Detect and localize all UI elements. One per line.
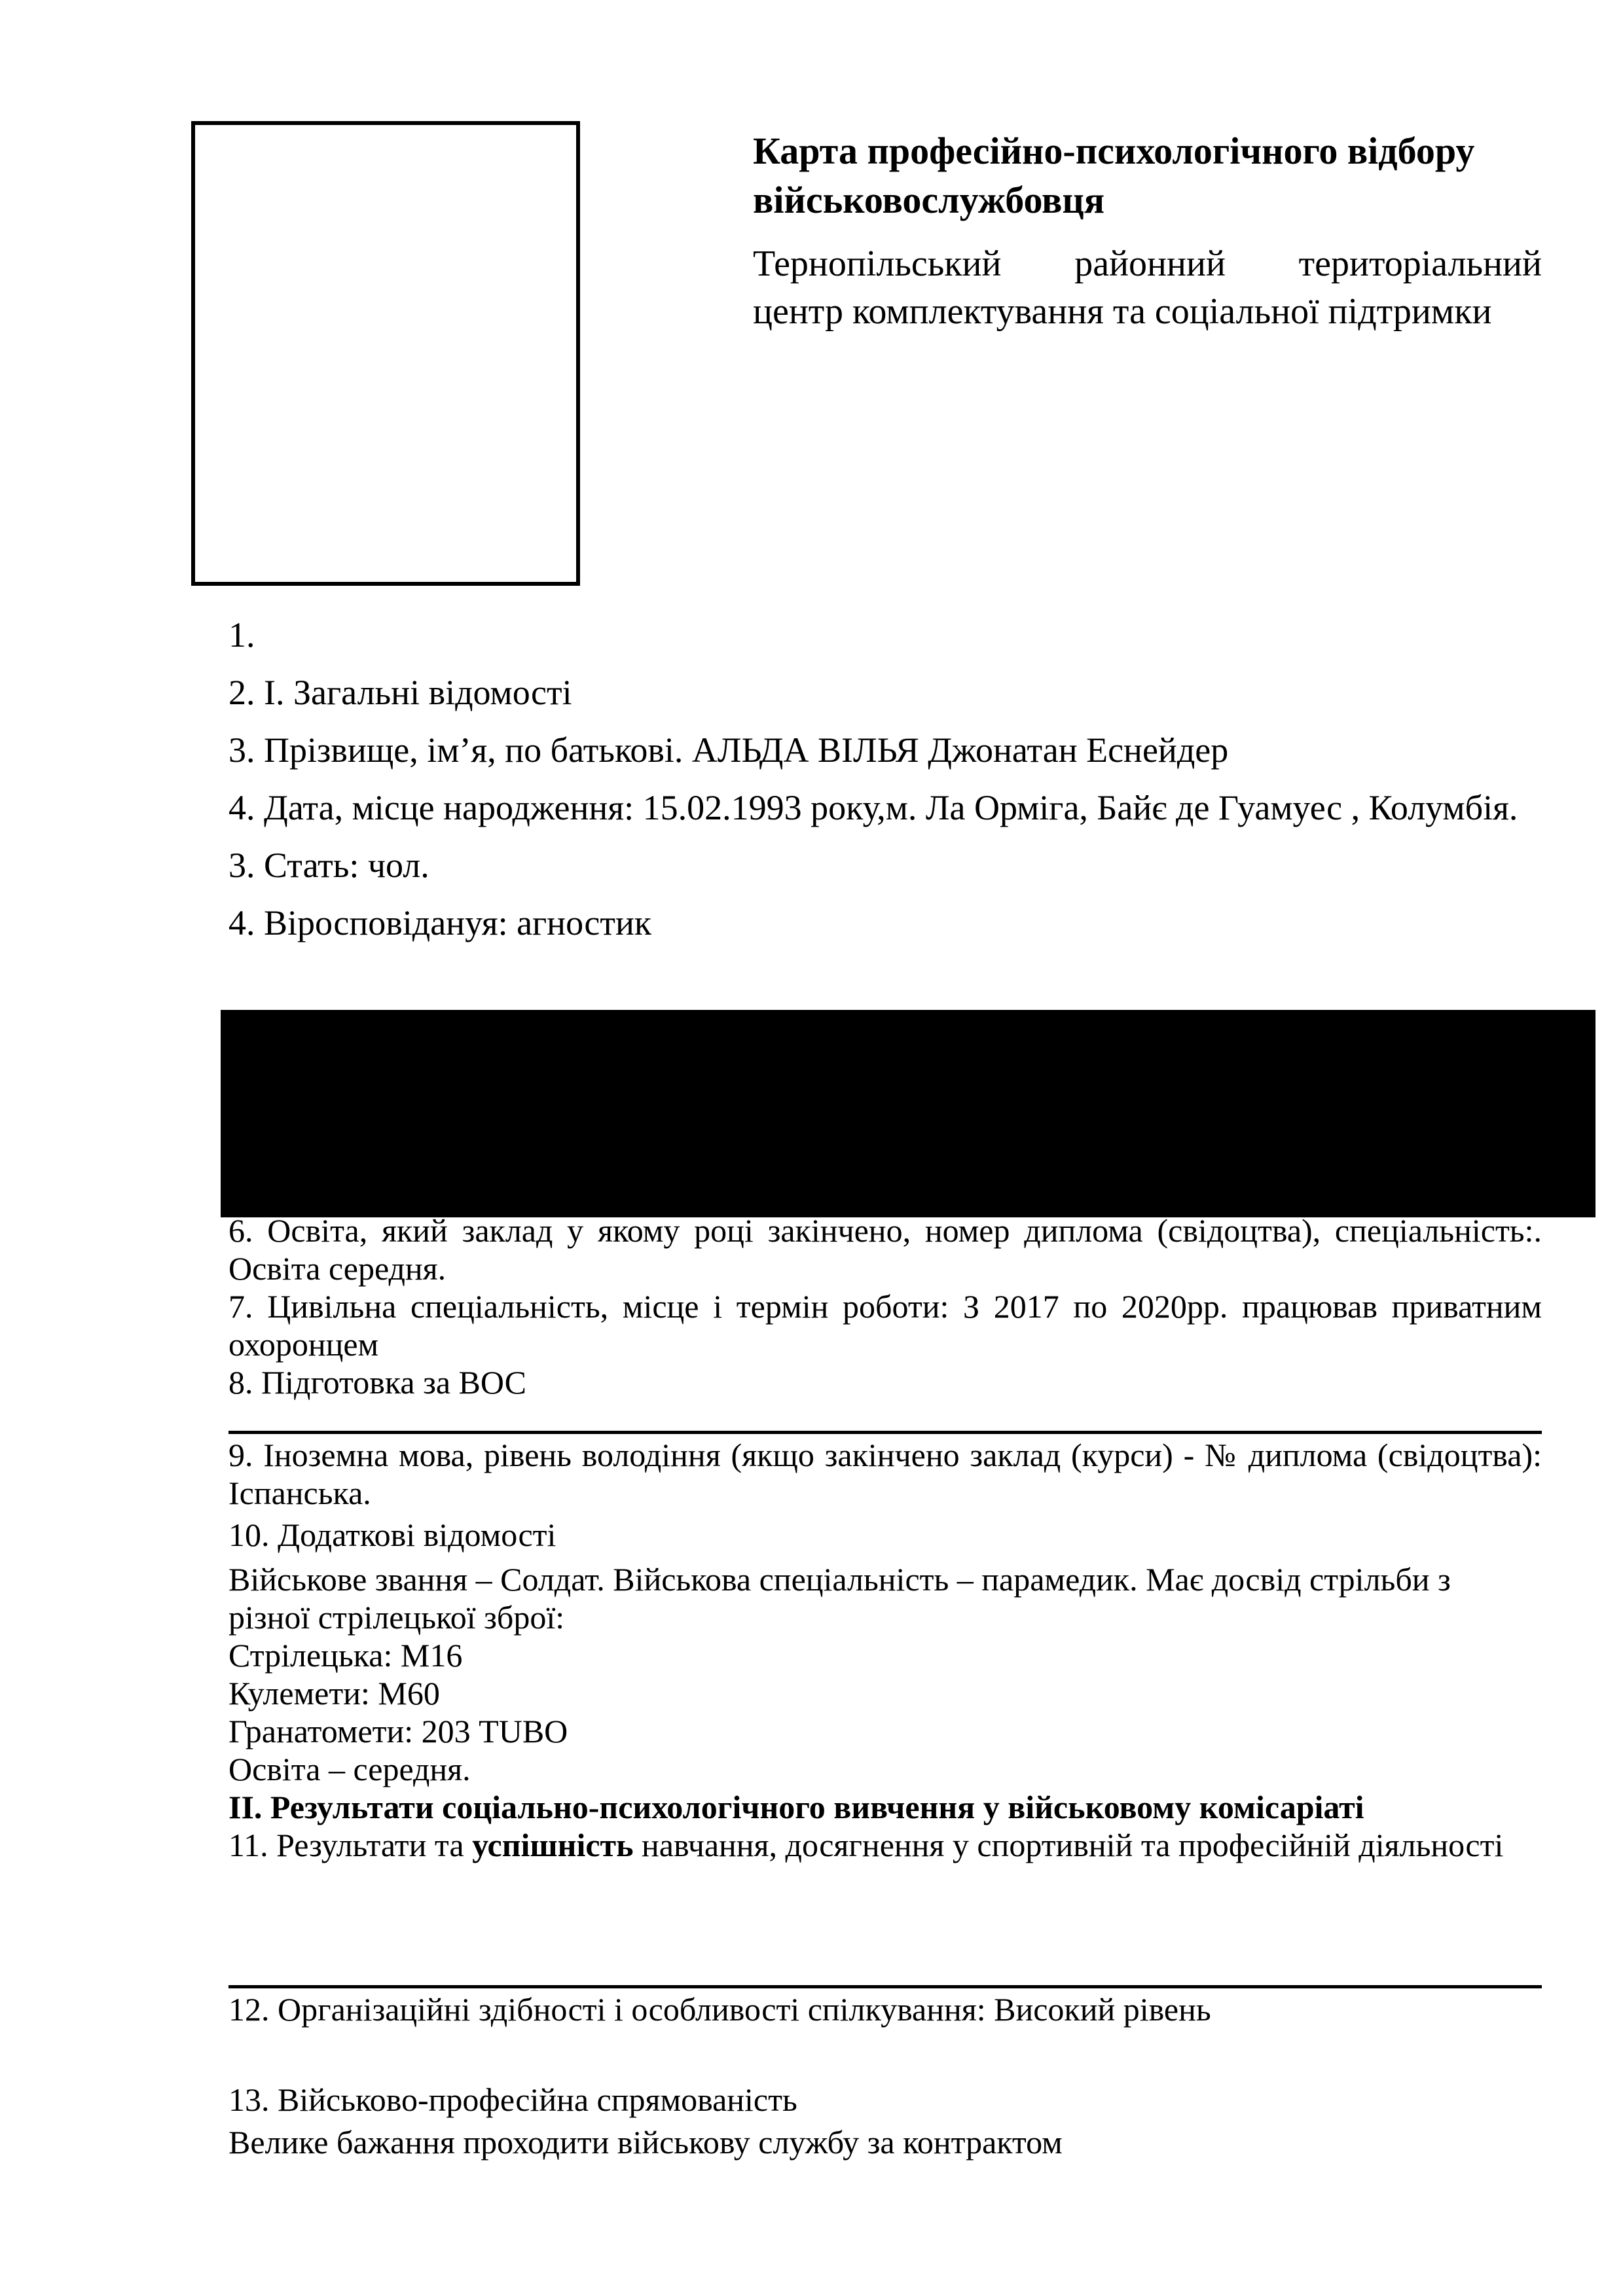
document-header [753,126,1542,224]
item13-note-text: Велике бажання проходити військову службу за контрактом [228,2124,1063,2161]
section2-heading [228,1788,1542,1826]
photo-placeholder-box [191,121,580,586]
item11-bold-word: успішність [472,1827,634,1863]
organization-subtitle-line-2: центр комплектування та соціальної підтримки [753,291,1492,332]
vos-training-line [228,1363,1542,1401]
education-line-2: Освіта середня. [228,1250,447,1287]
organization-subtitle-line-1: Тернопільський районний територіальний [753,243,1542,284]
weapon-gl-line [228,1712,1542,1750]
weapon-rifle-line [228,1636,1542,1674]
civil-specialty-paragraph [228,1287,1542,1363]
item11-line [228,1826,1542,1864]
foreign-language-line-2: Іспанська. [228,1475,371,1511]
list-item: 4. Віросповідануя: агностик [228,903,652,942]
vos-training-text: 8. Підготовка за ВОС [228,1364,526,1401]
redacted-block [221,1010,1596,1217]
item11-suffix: навчання, досягнення у спортивній та професійній діяльності [633,1827,1504,1863]
item13-note-line [228,2123,1542,2161]
military-info-line-1: Військове звання – Солдат. Військова спеціальність – парамедик. Має досвід стрільби з [228,1561,1451,1598]
military-info-line-2: різної стрілецької зброї: [228,1599,565,1636]
education-summary-text: Освіта – середня. [228,1751,471,1787]
item12-text: 12. Організаційні здібності і особливості спілкування: Високий рівень [228,1991,1211,2028]
item11-prefix: 11. Результати та [228,1827,473,1863]
document-title-line-2: військовослужбовця [753,179,1105,221]
list-item: 4. Дата, місце народження: 15.02.1993 року,м. Ла Орміга, Байє де Гуамуес , Колумбія. [228,788,1518,827]
education-line-1: 6. Освіта, який заклад у якому році закінчено, номер диплома (свідоцтва), спеціальність:. [228,1212,1542,1249]
military-info-paragraph [228,1560,1542,1636]
item11-text [228,1826,1542,1864]
additional-info-heading [228,1516,1542,1554]
list-item: 3. Стать: чол. [228,846,429,885]
list-item: 2. І. Загальні відомості [228,673,572,712]
education-summary-line [228,1750,1542,1788]
civil-specialty-line-2: охоронцем [228,1326,379,1363]
civil-specialty-line-1: 7. Цивільна спеціальність, місце і термін роботи: З 2017 по 2020рр. працював приватним [228,1288,1542,1325]
item13-text: 13. Військово-професійна спрямованість [228,2081,797,2118]
document-title-line-1: Карта професійно-психологічного відбору [753,130,1475,172]
list-item: 1. [228,615,255,655]
list-item: 3. Прізвище, ім’я, по батькові. АЛЬДА ВІЛЬЯ Джонатан Еснейдер [228,730,1229,770]
foreign-language-paragraph [228,1436,1542,1512]
weapon-rifle-text: Стрілецька: М16 [228,1637,463,1674]
item13-line [228,2081,1542,2119]
foreign-language-line-1: 9. Іноземна мова, рівень володіння (якщо закінчено заклад (курси) - № диплома (свідоцтва): [228,1437,1542,1473]
section-divider [228,1985,1542,1988]
education-paragraph [228,1211,1542,1287]
weapon-gl-text: Гранатомети: 203 TUBO [228,1713,568,1749]
additional-info-heading-text: 10. Додаткові відомості [228,1516,556,1553]
weapon-mg-text: Кулемети: М60 [228,1675,440,1712]
weapon-mg-line [228,1674,1542,1712]
organization-subtitle [753,240,1542,336]
section2-heading-text: ІІ. Результати соціально-психологічного вивчення у військовому комісаріаті [228,1789,1364,1825]
item12-line [228,1990,1542,2028]
section-divider [228,1431,1542,1434]
general-info-list [228,606,1603,952]
